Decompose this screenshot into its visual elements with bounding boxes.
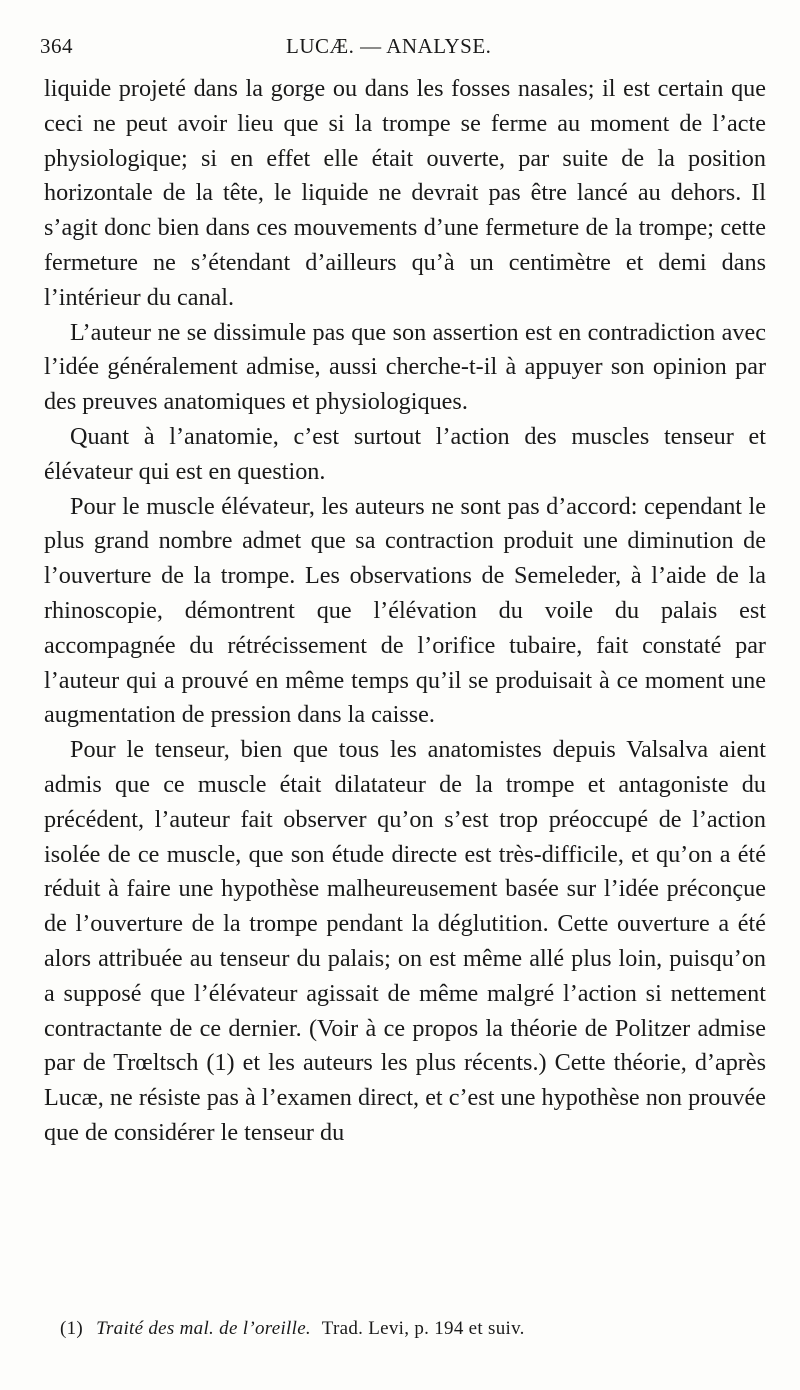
paragraph-anatomy: Quant à l’anatomie, c’est surtout l’action des muscles tenseur et élévateur qui est en question.: [44, 422, 766, 485]
paragraph-tensor-muscle: Pour le tenseur, bien que tous les anatomistes depuis Valsalva aient admis que ce muscle était dilatateur de la trompe et antagoniste du précédent, l’auteur fait observer qu’on s’est trop préoccupé de l’action isolée de ce muscle, que son étude directe est très-difficile, et qu’on a été réduit à faire une hypothèse malheureusement basée sur l’idée préconçue de l’ouverture de la trompe pendant la déglutition. Cette ouverture a été alors attribuée au tenseur du palais; on est même allé plus loin, puisqu’on a supposé que l’élévateur agissait de même malgré l’action si nettement contractante de ce dernier. (Voir à ce propos la théorie de Politzer admise par de Trœltsch (1) et les auteurs les plus récents.) Cette théorie, d’après Lucæ, ne résiste pas à l’examen direct, et c’est une hypothèse non prouvée que de considérer le tenseur du: [44, 736, 766, 1146]
footnote: [60, 1318, 766, 1340]
page-header: [40, 34, 765, 64]
body-text: [44, 72, 766, 1151]
page-number: 364: [40, 34, 73, 58]
running-head: LUCÆ. — ANALYSE.: [286, 34, 492, 58]
footnote-number: (1): [60, 1318, 84, 1339]
footnote-title: Traité des mal. de l’oreille.: [96, 1318, 311, 1339]
footnote-reference: Trad. Levi, p. 194 et suiv.: [321, 1318, 525, 1339]
paragraph-author-assertion: L’auteur ne se dissimule pas que son assertion est en contradiction avec l’idée généralement admise, aussi cherche-t-il à appuyer son opinion par des preuves anatomiques et physiologiques.: [44, 318, 766, 416]
paragraph-continuation: liquide projeté dans la gorge ou dans les fosses nasales; il est certain que ceci ne peut avoir lieu que si la trompe se ferme au moment de l’acte physiologique; si en effet elle était ouverte, par suite de la position horizontale de la tête, le liquide ne devrait pas être lancé au dehors. Il s’agit donc bien dans ces mouvements d’une fermeture de la trompe; cette fermeture ne s’étendant d’ailleurs qu’à un centimètre et demi dans l’intérieur du canal.: [44, 75, 766, 311]
paragraph-elevator-muscle: Pour le muscle élévateur, les auteurs ne sont pas d’accord: cependant le plus grand nombre admet que sa contraction produit une diminution de l’ouverture de la trompe. Les observations de Semeleder, à l’aide de la rhinoscopie, démontrent que l’élévation du voile du palais est accompagnée du rétrécissement de l’orifice tubaire, fait constaté par l’auteur qui a prouvé en même temps qu’il se produisait à ce moment une augmentation de pression dans la caisse.: [44, 492, 766, 729]
